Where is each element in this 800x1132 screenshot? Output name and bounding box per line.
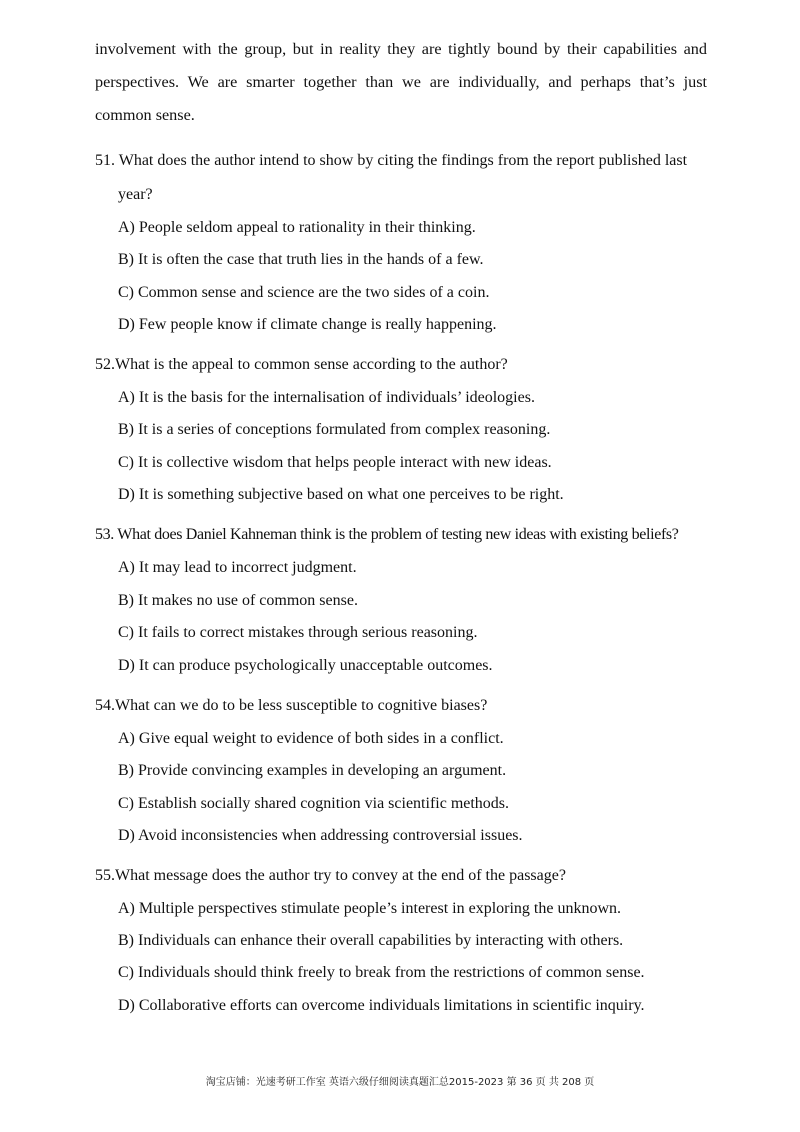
option-b: B) It is a series of conceptions formulated from complex reasoning. [118,421,551,438]
option-d: D) It is something subjective based on what one perceives to be right. [118,486,564,503]
option-b: B) It makes no use of common sense. [118,592,358,609]
question-stem: 54.What can we do to be less susceptible to cognitive biases? [95,697,488,714]
option-c: C) Common sense and science are the two sides of a coin. [118,284,490,301]
option-a: A) People seldom appeal to rationality in their thinking. [118,219,476,236]
option-a: A) Multiple perspectives stimulate people’s interest in exploring the unknown. [118,900,622,917]
option-b: B) Provide convincing examples in developing an argument. [118,762,507,779]
option-a: A) It may lead to incorrect judgment. [118,559,357,576]
option-a: A) Give equal weight to evidence of both sides in a conflict. [118,730,504,747]
passage-ending-paragraph: involvement with the group, but in reality they are tightly bound by their capabilities and perspectives. We are smarter together than we are individually, and perhaps that’s just common sense. [95,40,707,124]
option-b: B) It is often the case that truth lies in the hands of a few. [118,251,484,268]
option-c: C) Establish socially shared cognition via scientific methods. [118,795,510,812]
question-stem-continuation: year? [118,186,153,203]
question-stem: 51. What does the author intend to show by citing the findings from the report published last [95,152,688,169]
option-c: C) Individuals should think freely to break from the restrictions of common sense. [118,964,645,981]
option-c: C) It fails to correct mistakes through serious reasoning. [118,624,478,641]
option-d: D) It can produce psychologically unacceptable outcomes. [118,657,493,674]
option-d: D) Few people know if climate change is really happening. [118,316,497,333]
question-stem: 53. What does Daniel Kahneman think is the problem of testing new ideas with existing beliefs? [95,526,679,543]
option-b: B) Individuals can enhance their overall capabilities by interacting with others. [118,932,624,949]
question-stem: 52.What is the appeal to common sense according to the author? [95,356,508,373]
option-c: C) It is collective wisdom that helps people interact with new ideas. [118,454,552,471]
option-d: D) Collaborative efforts can overcome individuals limitations in scientific inquiry. [118,997,645,1014]
option-d: D) Avoid inconsistencies when addressing controversial issues. [118,827,523,844]
page-footer: 淘宝店铺：光速考研工作室 英语六级仔细阅读真题汇总2015-2023 第 36 页 共 208 页 [205,1077,595,1088]
question-stem: 55.What message does the author try to convey at the end of the passage? [95,867,566,884]
option-a: A) It is the basis for the internalisation of individuals’ ideologies. [118,389,535,406]
